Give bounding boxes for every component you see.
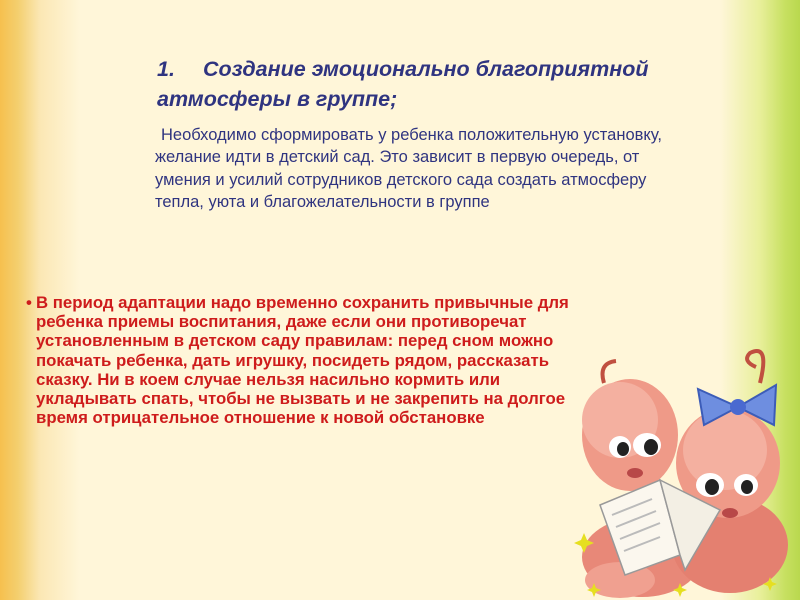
heading-number: 1. [157, 57, 175, 81]
bullet-item [26, 293, 594, 428]
slide-heading [157, 54, 717, 114]
intro-paragraph: Необходимо сформировать у ребенка положительную установку, желание идти в детский сад. Это зависит в первую очередь, от умения и усилий сотрудников детского сада создать атмосферу тепла, уюта и благожелательности в группе [155, 126, 662, 212]
bullet-text: В период адаптации надо временно сохранить привычные для ребенка приемы воспитания, даже если они противоречат установленным в детском саду правилам: перед сном можно покачать ребенка, дать игрушку, посидеть рядом, рассказать сказку. Ни в коем случае нельзя насильно кормить или укладывать спать, чтобы не вызвать и не закрепить на долгое время отрицательное отношение к новой обстановке [36, 293, 569, 428]
heading-text: Создание эмоционально благоприятной атмосферы в группе; [157, 57, 649, 111]
reading-babies-illustration [560, 325, 800, 600]
bullet-marker: • [26, 293, 32, 312]
